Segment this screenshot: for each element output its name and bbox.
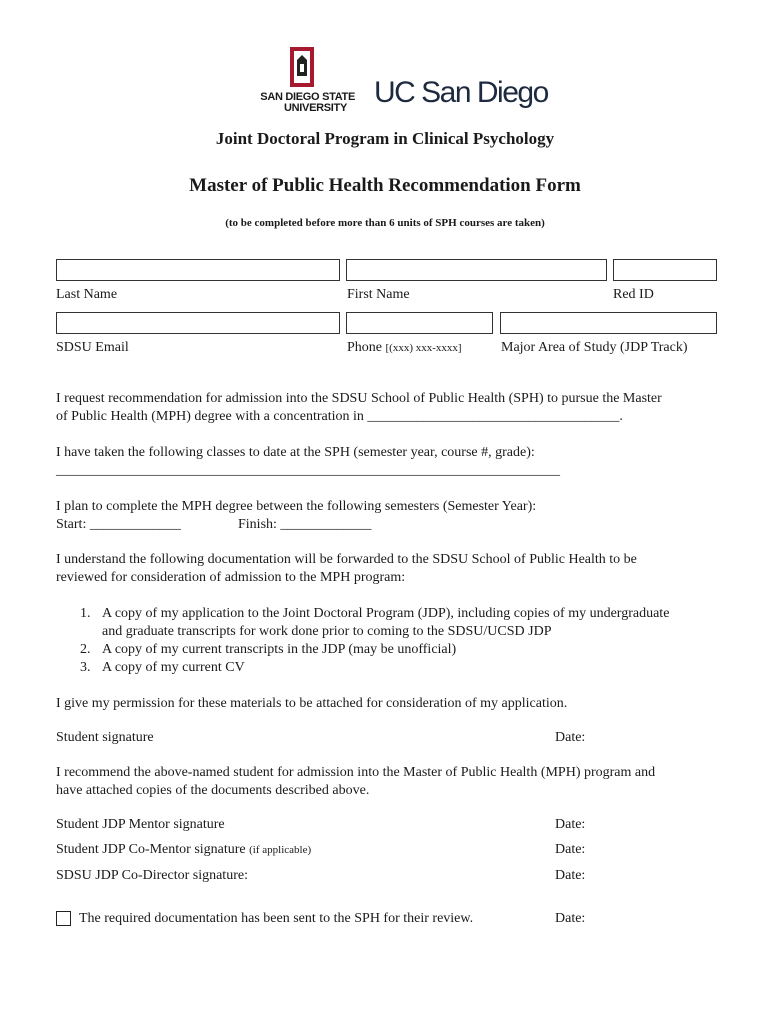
recommend-line-2: have attached copies of the documents described above. <box>56 783 370 798</box>
sdsu-logo-line1: SAN DIEGO STATE <box>260 91 355 103</box>
last-name-label: Last Name <box>56 287 118 302</box>
list-item-2-line1: A copy of my current transcripts in the JDP (may be unofficial) <box>102 642 457 657</box>
sdsu-logo <box>255 46 355 114</box>
request-line-1: I request recommendation for admission into the SDSU School of Public Health (SPH) to pursue the Master <box>56 391 662 406</box>
comentor-signature-text: Student JDP Co-Mentor signature <box>56 842 246 857</box>
last-name-input[interactable] <box>56 259 340 281</box>
sdsu-email-label: SDSU Email <box>56 340 129 355</box>
recommend-line-1: I recommend the above-named student for admission into the Master of Public Health (MPH) program and <box>56 765 656 780</box>
request-line-2: of Public Health (MPH) degree with a concentration in ____________________________________. <box>56 409 623 424</box>
sdsu-logo-line2: UNIVERSITY <box>283 102 347 114</box>
student-signature-date-label: Date: <box>555 730 586 745</box>
classes-blank: ________________________________________________________________________ <box>56 463 560 478</box>
list-item-1-line1: A copy of my application to the Joint Doctoral Program (JDP), including copies of my undergraduate <box>102 606 670 621</box>
first-name-label: First Name <box>347 287 410 302</box>
mentor-signature-date-label: Date: <box>555 817 586 832</box>
sdsu-email-input[interactable] <box>56 312 340 334</box>
plan-line: I plan to complete the MPH degree between the following semesters (Semester Year): <box>56 499 537 514</box>
codirector-signature-date-label: Date: <box>555 868 586 883</box>
understand-line-2: reviewed for consideration of admission to the MPH program: <box>56 570 406 585</box>
form-subtitle: (to be completed before more than 6 units of SPH courses are taken) <box>225 217 545 229</box>
mentor-signature-label: Student JDP Mentor signature <box>56 817 225 832</box>
program-title: Joint Doctoral Program in Clinical Psychology <box>215 129 555 148</box>
documentation-sent-label: The required documentation has been sent to the SPH for their review. <box>79 911 474 926</box>
major-input[interactable] <box>500 312 717 334</box>
red-id-input[interactable] <box>613 259 717 281</box>
ucsd-logo: UC San Diego <box>374 76 548 109</box>
phone-input[interactable] <box>346 312 493 334</box>
student-signature-label: Student signature <box>56 730 154 745</box>
comentor-signature-label <box>56 841 311 859</box>
phone-format-hint: [(xxx) xxx-xxxx] <box>385 342 462 354</box>
comentor-signature-date-label: Date: <box>555 842 586 857</box>
classes-line: I have taken the following classes to date at the SPH (semester year, course #, grade): <box>56 445 535 460</box>
list-item-1-number: 1. <box>80 606 91 621</box>
documentation-sent-checkbox[interactable] <box>56 911 71 926</box>
understand-line-1: I understand the following documentation will be forwarded to the SDSU School of Public Health to be <box>56 552 637 567</box>
phone-label <box>347 339 462 357</box>
codirector-signature-label: SDSU JDP Co-Director signature: <box>56 868 248 883</box>
form-title: Master of Public Health Recommendation Form <box>189 175 581 196</box>
list-item-2-number: 2. <box>80 642 91 657</box>
comentor-note: (if applicable) <box>249 844 312 856</box>
documentation-sent-date-label: Date: <box>555 911 586 926</box>
list-item-3-line1: A copy of my current CV <box>102 660 245 675</box>
start-label: Start: _____________ <box>56 517 181 532</box>
major-label: Major Area of Study (JDP Track) <box>501 340 688 355</box>
first-name-input[interactable] <box>346 259 607 281</box>
list-item-1-line2: and graduate transcripts for work done prior to coming to the SDSU/UCSD JDP <box>102 624 552 639</box>
list-item-3-number: 3. <box>80 660 91 675</box>
permission-line: I give my permission for these materials to be attached for consideration of my application. <box>56 696 568 711</box>
finish-label: Finish: _____________ <box>238 517 372 532</box>
phone-label-text: Phone <box>347 340 382 355</box>
sdsu-shield-icon <box>289 46 315 88</box>
red-id-label: Red ID <box>613 287 654 302</box>
